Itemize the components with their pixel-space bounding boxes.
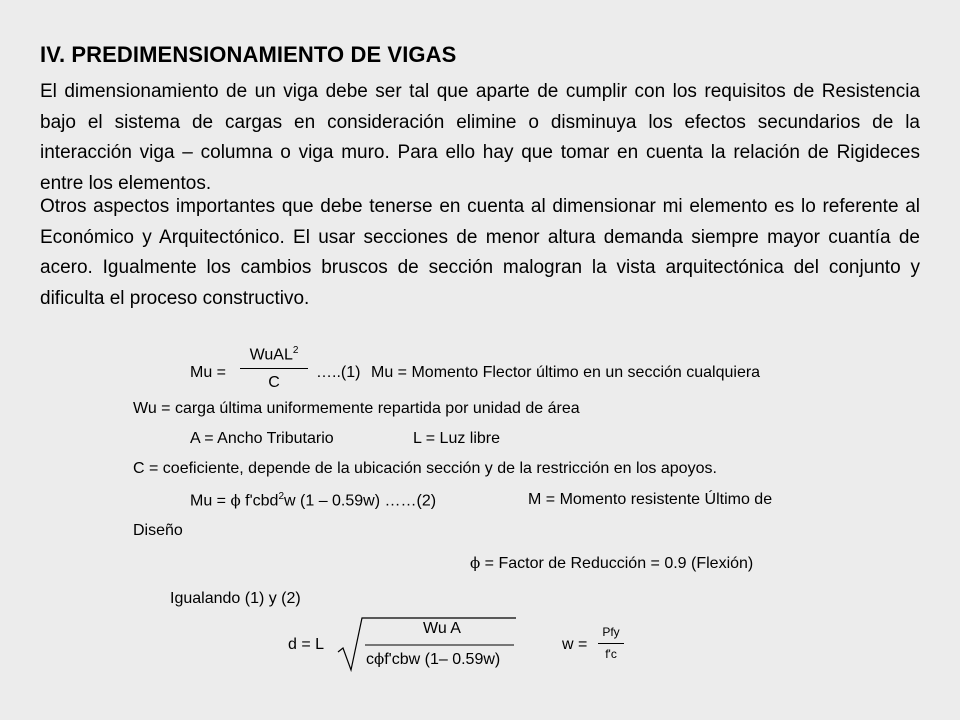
eq1-fraction [240,342,308,398]
c-definition: C = coeficiente, depende de la ubicación sección y de la restricción en los apoyos. [133,460,717,477]
d-denominator: cϕf'cbw (1– 0.59w) [366,650,501,668]
a-definition: A = Ancho Tributario [190,430,334,447]
eq1-denominator: C [268,374,280,391]
phi-symbol: ϕ [374,650,385,668]
w-numerator: Pfy [602,625,620,639]
l-definition: L = Luz libre [413,430,501,447]
section-heading: IV. PREDIMENSIONAMIENTO DE VIGAS [40,42,457,67]
paragraph-2: Otros aspectos importantes que debe tenerse en cuenta al dimensionar mi elemento es lo referente al Económico y Arquitectónico. El usar secciones de menor altura demanda siempre mayor cuantía de acero. Igualmente los cambios bruscos de sección malogran la vista arquitectónica del conjunto y dificulta el proceso constructivo. [40,196,920,309]
w-fraction [598,625,624,665]
phi-symbol: ϕ [230,491,241,510]
d-formula-lhs: d = L [288,636,325,653]
m-definition: M = Momento resistente Último de [528,491,773,508]
eq1-tag: …..(1) [316,364,361,381]
phi-symbol: ϕ [470,554,481,572]
wu-definition: Wu = carga última uniformemente repartida por unidad de área [133,400,580,417]
w-denominator: f'c [605,647,617,661]
igualando-text: Igualando (1) y (2) [170,590,301,607]
eq1-numerator: WuAL$^2$ [249,345,299,364]
d-numerator: Wu A [423,620,461,637]
eq1-description: Mu = Momento Flector último en un sección cualquiera [371,364,761,381]
w-fraction-bar [598,643,624,644]
eq2: Mu = ϕ f'cbd$^2$w (1 – 0.59w) ……(2) [190,491,437,510]
eq1-lhs: Mu = [190,364,227,381]
eq1-fraction-bar [240,368,308,369]
w-formula-lhs: w = [562,636,588,653]
diseno-text: Diseño [133,522,183,539]
phi-definition: ϕ = Factor de Reducción = 0.9 (Flexión) [470,554,754,572]
paragraph-1: El dimensionamiento de un viga debe ser tal que aparte de cumplir con los requisitos de Resistencia bajo el sistema de cargas en consideración elimine o disminuya los efectos secundarios de la interacción viga – columna o viga muro. Para ello hay que tomar en cuenta la relación de Rigideces entre los elementos. [40,81,920,194]
